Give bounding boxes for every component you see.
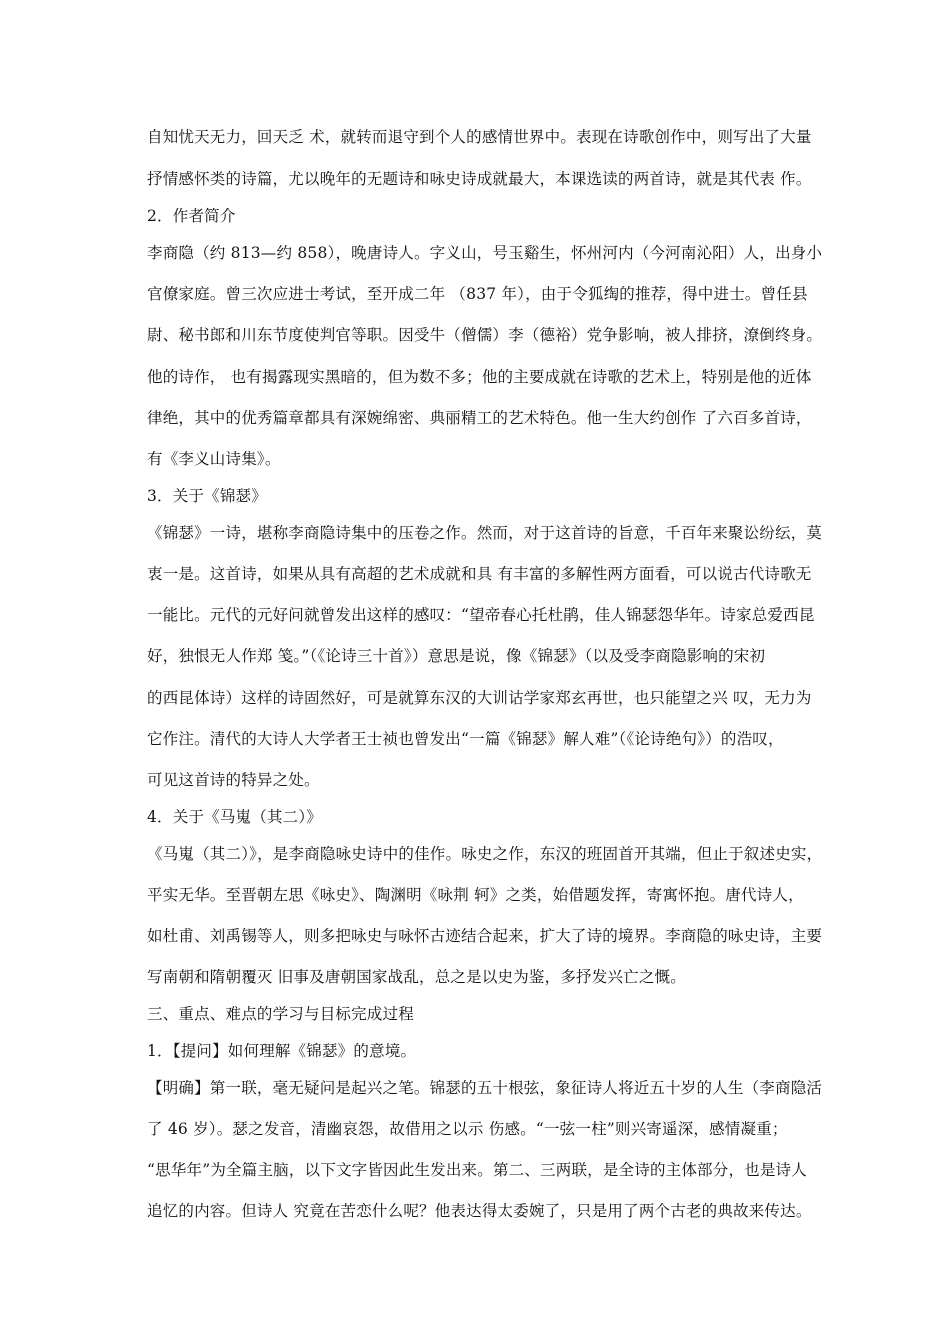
text-line: 写南朝和隋朝覆灭 旧事及唐朝国家战乱，总之是以史为鉴，多抒发兴亡之慨。 <box>147 968 686 986</box>
text-line: “思华年”为全篇主脑，以下文字皆因此生发出来。第二、三两联，是全诗的主体部分，也是诗人 <box>147 1161 807 1179</box>
text-line: 尉、秘书郎和川东节度使判官等职。因受牛（僧儒）李（德裕）党争影响，被人排挤，潦倒终身。 <box>147 326 823 344</box>
text-line: 平实无华。至晋朝左思《咏史》、陶渊明《咏荆 轲》之类，始借题发挥，寄寓怀抱。唐代诗人， <box>147 886 804 904</box>
text-line: 他的诗作， 也有揭露现实黑暗的，但为数不多；他的主要成就在诗歌的艺术上，特别是他的近体 <box>147 368 812 386</box>
text-line: 《马嵬（其二）》，是李商隐咏史诗中的佳作。咏史之作，东汉的班固首开其端，但止于叙述史实， <box>147 845 823 863</box>
text-line: 自知忧天无力，回天乏 术，就转而退守到个人的感情世界中。表现在诗歌创作中，则写出了大量 <box>147 128 812 146</box>
question-line: 1．【提问】如何理解《锦瑟》的意境。 <box>147 1042 417 1060</box>
text-line: 了 46 岁）。瑟之发音，清幽哀怨，故借用之以示 伤感。“一弦一柱”则兴寄遥深，感情凝重； <box>147 1120 788 1138</box>
text-line: 【明确】第一联，毫无疑问是起兴之笔。锦瑟的五十根弦，象征诗人将近五十岁的人生（李商隐活 <box>147 1079 823 1097</box>
text-line: 可见这首诗的特异之处。 <box>147 771 320 789</box>
text-line: 它作注。清代的大诗人大学者王士祯也曾发出“一篇《锦瑟》解人难”（《论诗绝句》）的浩叹， <box>147 730 784 748</box>
section-heading: 3．关于《锦瑟》 <box>147 487 267 505</box>
text-line: 如杜甫、刘禹锡等人，则多把咏史与咏怀古迹结合起来，扩大了诗的境界。李商隐的咏史诗，主要 <box>147 927 823 945</box>
section-heading: 三、重点、难点的学习与目标完成过程 <box>147 1005 414 1023</box>
text-line: 李商隐（约 813—约 858），晚唐诗人。字义山，号玉谿生，怀州河内（今河南沁阳）人，出身小 <box>147 244 823 262</box>
text-line: 衷一是。这首诗，如果从具有高超的艺术成就和具 有丰富的多解性两方面看，可以说古代诗歌无 <box>147 565 812 583</box>
text-line: 《锦瑟》一诗，堪称李商隐诗集中的压卷之作。然而，对于这首诗的旨意，千百年来聚讼纷纭，莫 <box>147 524 823 542</box>
text-line: 好，独恨无人作郑 笺。”（《论诗三十首》）意思是说，像《锦瑟》（以及受李商隐影响的宋初 <box>147 647 766 665</box>
text-line: 官僚家庭。曾三次应进士考试，至开成二年 （837 年），由于令狐绹的推荐，得中进士。曾任县 <box>147 285 808 303</box>
text-line: 追忆的内容。但诗人 究竟在苦恋什么呢？他表达得太委婉了，只是用了两个古老的典故来传达。 <box>147 1202 812 1220</box>
section-heading: 2．作者简介 <box>147 207 236 225</box>
text-line: 律绝，其中的优秀篇章都具有深婉绵密、典丽精工的艺术特色。他一生大约创作 了六百多首诗， <box>147 409 812 427</box>
text-line: 有《李义山诗集》。 <box>147 450 281 468</box>
text-line: 的西昆体诗）这样的诗固然好，可是就算东汉的大训诂学家郑玄再世，也只能望之兴 叹，无力为 <box>147 689 812 707</box>
section-heading: 4．关于《马嵬（其二）》 <box>147 808 323 826</box>
text-line: 抒情感怀类的诗篇，尤以晚年的无题诗和咏史诗成就最大，本课选读的两首诗，就是其代表 作。 <box>147 170 812 188</box>
text-line: 一能比。元代的元好问就曾发出这样的感叹：“望帝春心托杜鹃，佳人锦瑟怨华年。诗家总爱西昆 <box>147 606 815 624</box>
